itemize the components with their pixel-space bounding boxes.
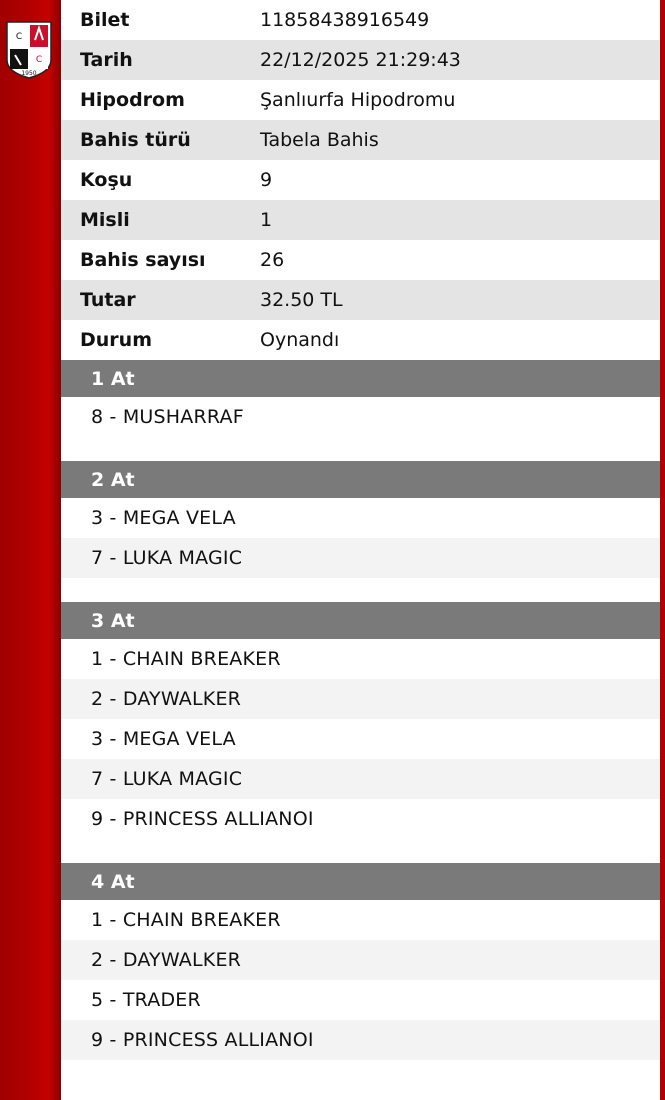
group-spacer (61, 1060, 660, 1084)
ticket-detail-panel (61, 0, 660, 1100)
horse-row: 7 - LUKA MAGIC (61, 759, 660, 799)
info-row (61, 160, 660, 200)
group-spacer (61, 578, 660, 602)
info-value: 32.50 TL (260, 289, 343, 311)
info-label: Hipodrom (80, 89, 185, 111)
info-label: Bahis sayısı (80, 249, 206, 271)
group-header: 4 At (61, 863, 660, 900)
sidebar (0, 0, 61, 1100)
group-header: 1 At (61, 360, 660, 397)
info-row (61, 120, 660, 160)
info-label: Bilet (80, 9, 130, 31)
info-row (61, 280, 660, 320)
ticket-info-table (61, 0, 660, 360)
info-row (61, 40, 660, 80)
info-value: 11858438916549 (260, 9, 430, 31)
info-label: Durum (80, 329, 152, 351)
right-edge-bar (660, 0, 665, 1100)
info-row (61, 80, 660, 120)
svg-text:C: C (15, 32, 23, 42)
info-value: 26 (260, 249, 285, 271)
svg-text:C: C (35, 55, 43, 65)
info-value: Şanlıurfa Hipodromu (260, 89, 456, 111)
selection-groups (61, 360, 660, 1084)
horse-row: 1 - CHAIN BREAKER (91, 909, 281, 931)
horse-row: 9 - PRINCESS ALLIANOI (61, 1020, 660, 1060)
info-label: Tutar (80, 289, 136, 311)
info-label: Koşu (80, 169, 133, 191)
horse-row: 1 - CHAIN BREAKER (91, 648, 281, 670)
info-value: 22/12/2025 21:29:43 (260, 49, 461, 71)
info-label: Misli (80, 209, 130, 231)
group-header: 3 At (61, 602, 660, 639)
info-label: Tarih (80, 49, 133, 71)
group-header: 2 At (61, 461, 660, 498)
horse-row: 2 - DAYWALKER (61, 679, 660, 719)
info-row (61, 200, 660, 240)
info-value: 9 (260, 169, 273, 191)
club-logo-icon[interactable] (5, 20, 53, 80)
horse-row: 3 - MEGA VELA (91, 507, 236, 529)
group-spacer (61, 839, 660, 863)
horse-row: 5 - TRADER (91, 989, 201, 1011)
horse-row: 2 - DAYWALKER (61, 940, 660, 980)
info-row (61, 0, 660, 40)
info-value: 1 (260, 209, 273, 231)
info-label: Bahis türü (80, 129, 191, 151)
horse-row: 3 - MEGA VELA (91, 728, 236, 750)
info-row (61, 320, 660, 360)
horse-row: 7 - LUKA MAGIC (61, 538, 660, 578)
horse-row: 8 - MUSHARRAF (91, 406, 244, 428)
group-spacer (61, 437, 660, 461)
info-value: Oynandı (260, 329, 340, 351)
info-value: Tabela Bahis (260, 129, 379, 151)
logo-year: 1950 (21, 70, 37, 77)
info-row (61, 240, 660, 280)
horse-row: 9 - PRINCESS ALLIANOI (91, 808, 314, 830)
